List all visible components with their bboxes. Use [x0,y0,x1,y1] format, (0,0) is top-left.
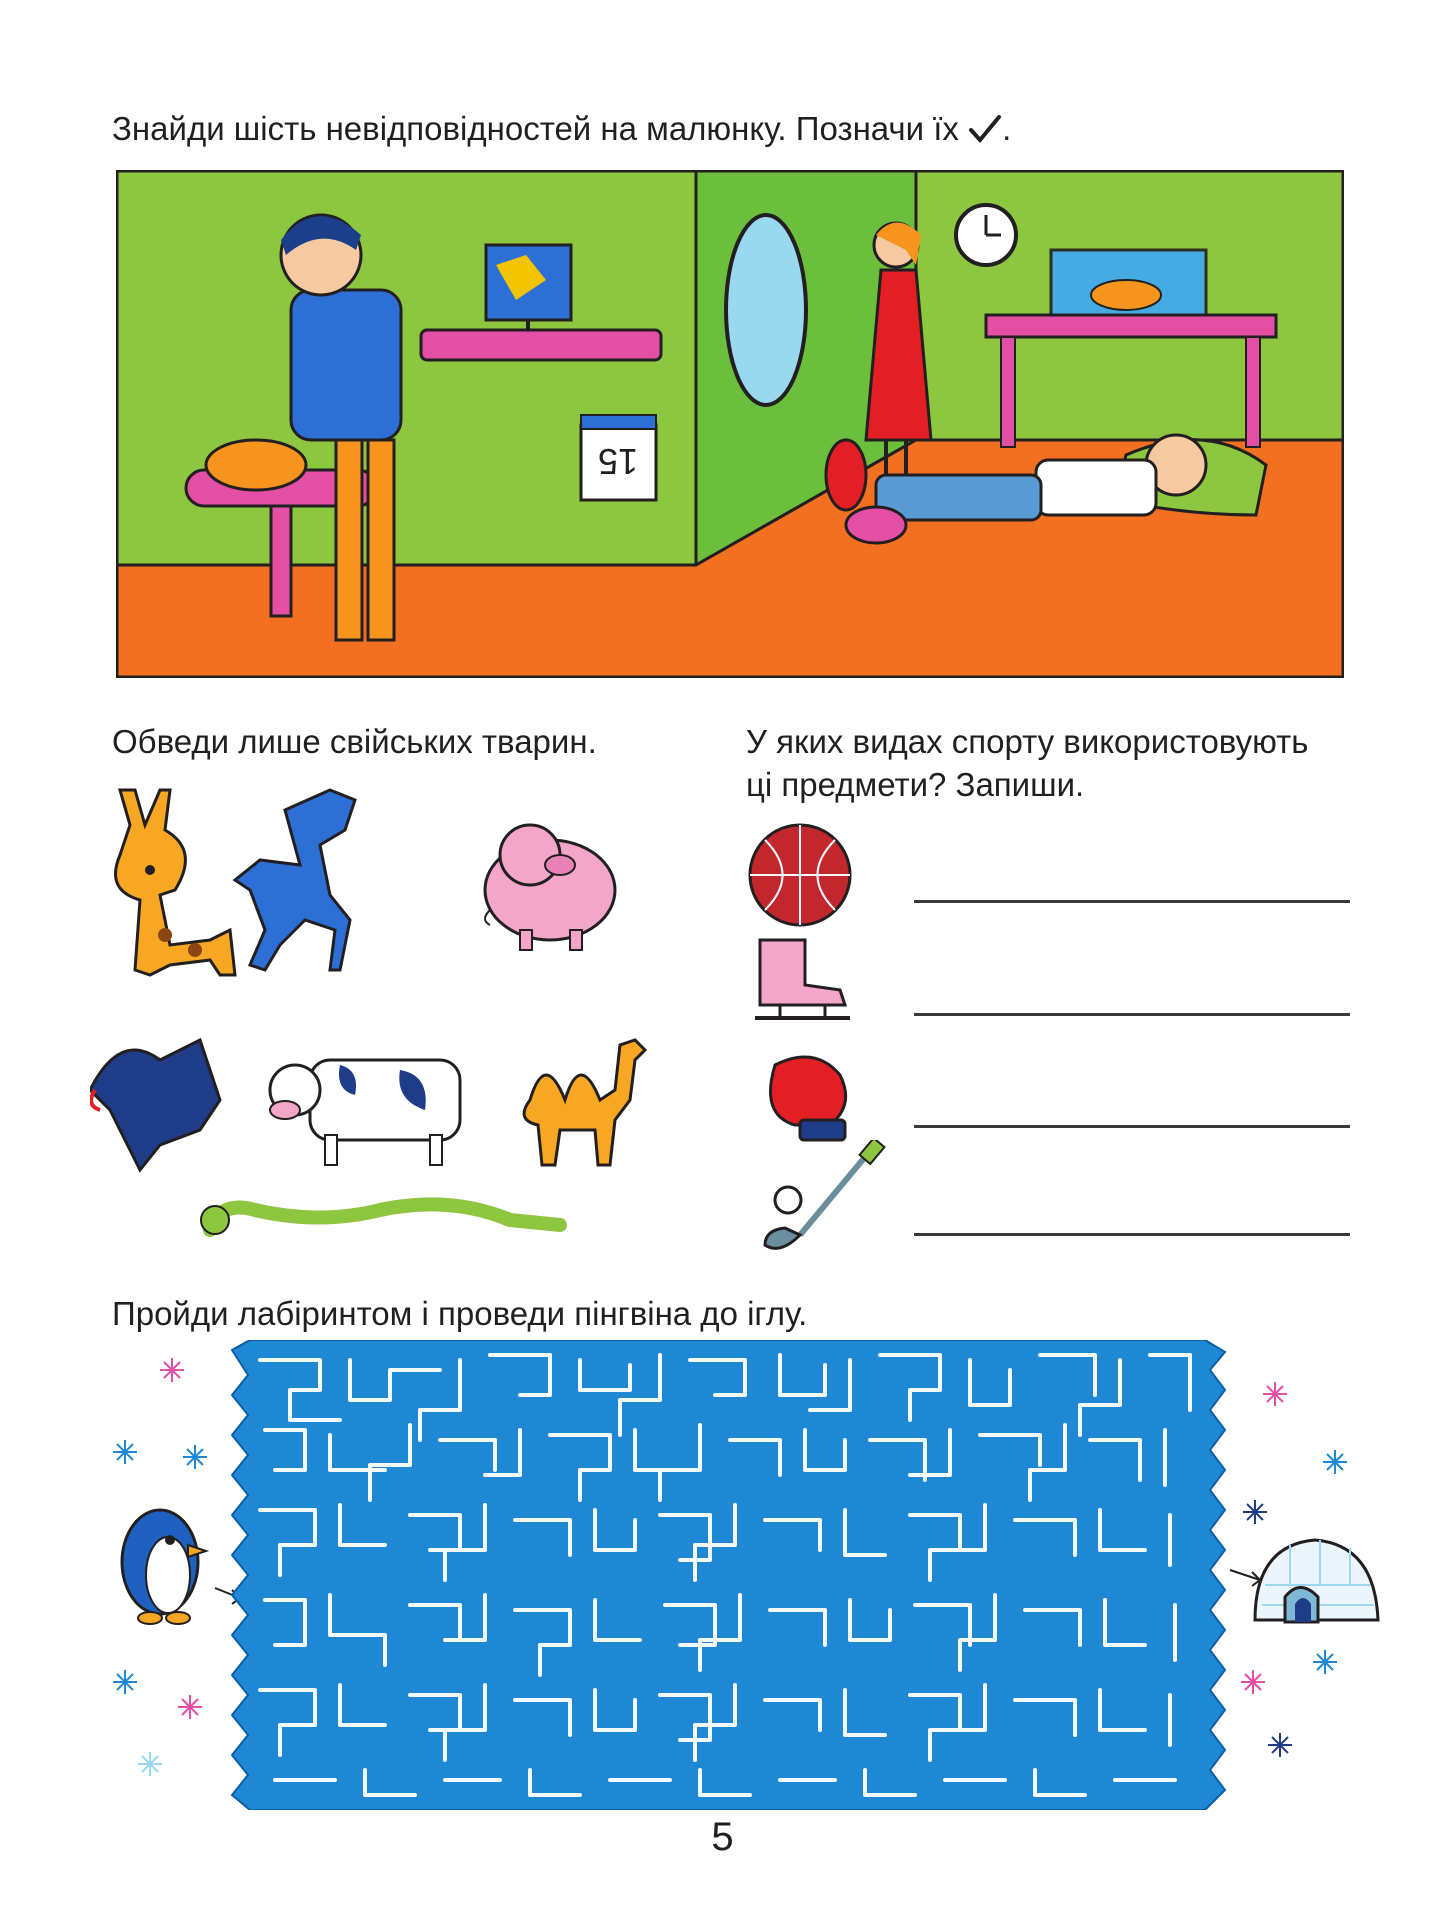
task-differences-text: Знайди шість невідповідностей на малюнку. Позначи їх . [112,110,1012,147]
task-maze-text: Пройди лабіринтом і проведи пінгвіна до іглу. [112,1295,808,1332]
boxing-gloves-icon [755,1045,875,1145]
basketball-icon [745,820,855,930]
giraffe-icon[interactable] [116,790,236,975]
maze-illustration [90,1340,1390,1810]
finish-arrow-icon [1230,1570,1260,1586]
snake-icon[interactable] [201,1204,560,1234]
answer-line-1[interactable] [914,900,1350,903]
sports-items-group [740,820,1340,1260]
golf-club-icon [760,1140,890,1260]
horse-icon[interactable] [235,790,355,970]
answer-line-2[interactable] [914,1013,1350,1016]
answer-line-3[interactable] [914,1125,1350,1128]
maze[interactable] [232,1340,1225,1810]
task-animals-text: Обведи лише свійських тварин. [112,723,597,760]
page-number: 5 [711,1815,734,1859]
camel-icon[interactable] [524,1040,645,1165]
calendar-number: 15 [597,441,639,482]
ice-skates-icon [750,930,870,1025]
calendar[interactable] [581,415,656,500]
animals-group [90,770,670,1250]
scene-illustration[interactable] [116,170,1344,678]
igloo-icon[interactable] [1255,1540,1378,1622]
cow-icon[interactable] [270,1060,460,1165]
checkmark-icon [968,114,1002,144]
answer-line-4[interactable] [914,1233,1350,1236]
turkey-icon[interactable] [90,1040,220,1170]
wall-clock[interactable] [956,205,1016,265]
pig-icon[interactable] [485,825,615,950]
mirror[interactable] [726,215,806,405]
penguin-icon[interactable] [122,1510,206,1624]
task-sports-text: У яких видах спорту використовують ці предмети? Запиши. [746,723,1309,803]
